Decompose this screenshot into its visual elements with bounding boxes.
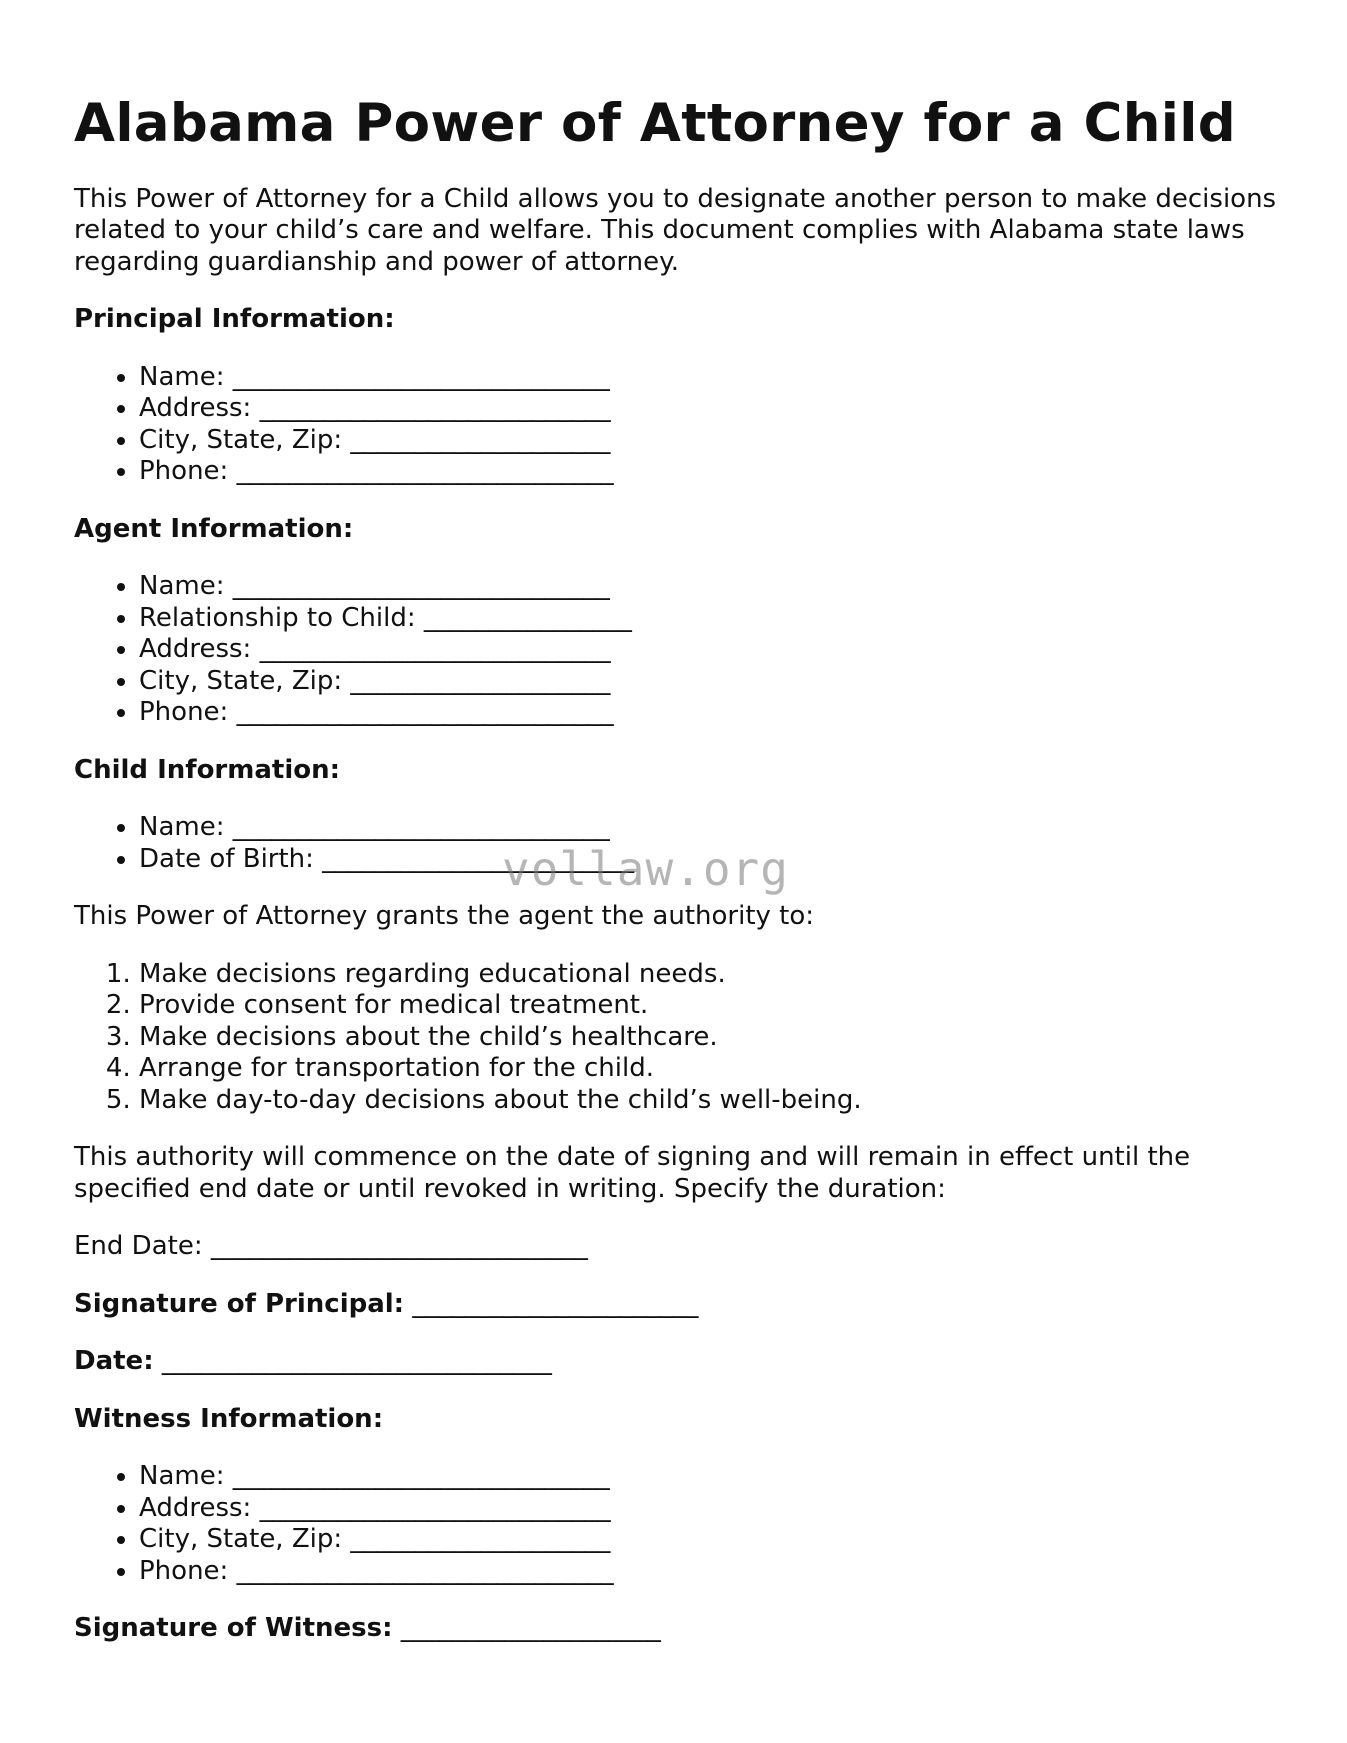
duration-paragraph: This authority will commence on the date of signing and will remain in effect until the specified end date or until revoked in writing. Specify the duration: <box>74 1142 1191 1204</box>
principal-name-field[interactable]: • Name: _____________________________ <box>139 362 1294 394</box>
principal-signature-line[interactable]: ______________________ <box>404 1288 699 1319</box>
witness-list <box>74 1461 1294 1587</box>
principal-list <box>74 362 1294 488</box>
agent-city-state-zip-field[interactable]: • City, State, Zip: ____________________ <box>139 666 1294 698</box>
witness-signature-line[interactable]: ____________________ <box>392 1613 661 1644</box>
grant-item: 1. Make decisions regarding educational needs. <box>139 959 1294 991</box>
agent-list <box>74 571 1294 729</box>
child-dob-field[interactable]: • Date of Birth: ________________________ <box>139 844 1294 876</box>
agent-heading: Agent Information: <box>74 513 354 544</box>
principal-phone-field[interactable]: • Phone: _____________________________ <box>139 456 1294 488</box>
grant-item: 4. Arrange for transportation for the child. <box>139 1053 1294 1085</box>
watermark: vollaw.org <box>502 842 789 896</box>
date-field[interactable] <box>74 1346 1294 1378</box>
principal-heading: Principal Information: <box>74 304 395 335</box>
agent-phone-field[interactable]: • Phone: _____________________________ <box>139 697 1294 729</box>
child-name-field[interactable]: • Name: _____________________________ <box>139 812 1294 844</box>
witness-city-state-zip-field[interactable]: • City, State, Zip: ____________________ <box>139 1524 1294 1556</box>
date-line[interactable]: ______________________________ <box>153 1346 552 1377</box>
date-label: Date: <box>74 1346 154 1377</box>
witness-phone-field[interactable]: • Phone: _____________________________ <box>139 1556 1294 1588</box>
grants-list <box>74 959 1294 1117</box>
witness-heading: Witness Information: <box>74 1403 384 1434</box>
witness-name-field[interactable]: • Name: _____________________________ <box>139 1461 1294 1493</box>
child-heading: Child Information: <box>74 754 341 785</box>
grants-intro: This Power of Attorney grants the agent the authority to: <box>74 901 815 932</box>
grant-item: 3. Make decisions about the child’s healthcare. <box>139 1022 1294 1054</box>
principal-signature-field[interactable] <box>74 1289 1294 1321</box>
principal-city-state-zip-field[interactable]: • City, State, Zip: ____________________ <box>139 425 1294 457</box>
end-date-field[interactable]: End Date: _____________________________ <box>74 1231 588 1262</box>
principal-signature-label: Signature of Principal: <box>74 1288 405 1319</box>
intro-paragraph: This Power of Attorney for a Child allows you to designate another person to make decisions related to your child’s care and welfare. This document complies with Alabama state laws regarding guardianship and power of attorney. <box>74 183 1277 277</box>
grant-item: 5. Make day-to-day decisions about the child’s well-being. <box>139 1085 1294 1117</box>
agent-name-field[interactable]: • Name: _____________________________ <box>139 571 1294 603</box>
grant-item: 2. Provide consent for medical treatment. <box>139 990 1294 1022</box>
witness-signature-field[interactable] <box>74 1613 1294 1645</box>
agent-relationship-field[interactable]: • Relationship to Child: ________________ <box>139 603 1294 635</box>
document-page <box>74 92 1294 1645</box>
principal-address-field[interactable]: • Address: ___________________________ <box>139 393 1294 425</box>
witness-signature-label: Signature of Witness: <box>74 1613 393 1644</box>
document-title: Alabama Power of Attorney for a Child <box>74 93 1236 154</box>
witness-address-field[interactable]: • Address: ___________________________ <box>139 1493 1294 1525</box>
agent-address-field[interactable]: • Address: ___________________________ <box>139 634 1294 666</box>
child-list <box>74 812 1294 875</box>
